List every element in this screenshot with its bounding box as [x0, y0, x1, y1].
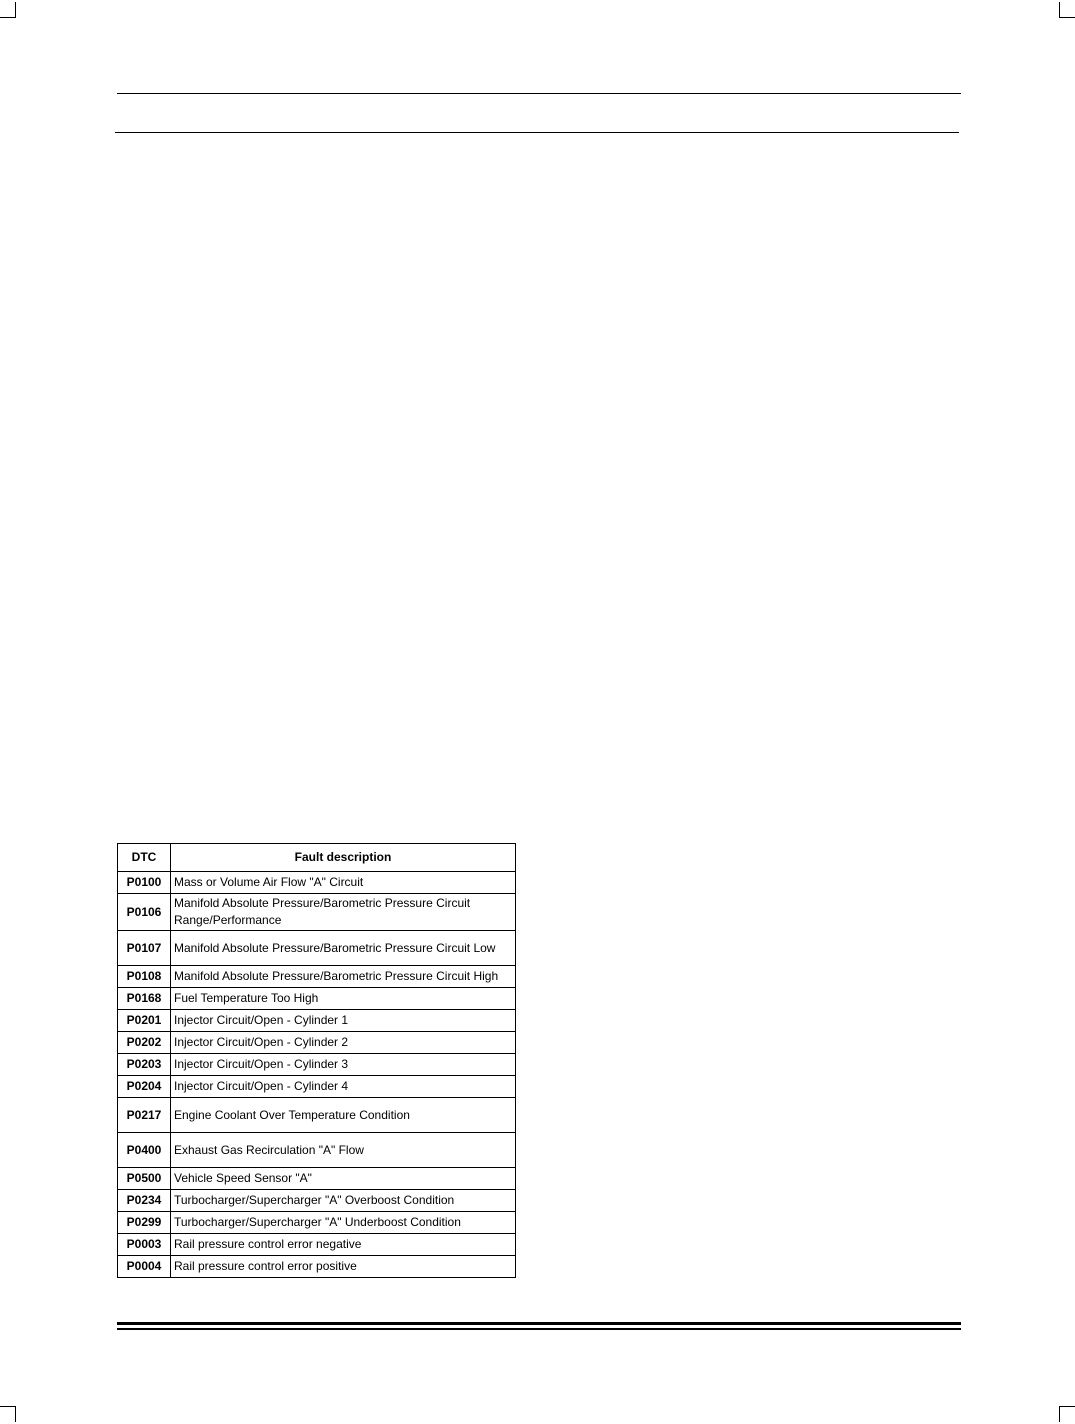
- table-row: [118, 1256, 516, 1278]
- table-row: [118, 894, 516, 931]
- header-rule-bottom: [115, 132, 959, 133]
- table-row: [118, 872, 516, 894]
- table-row: [118, 1133, 516, 1168]
- column-header-dtc: DTC: [118, 844, 171, 872]
- table-row: [118, 1010, 516, 1032]
- footer-rule-thin: [117, 1328, 961, 1330]
- crop-mark-top-left: [0, 2, 16, 18]
- crop-mark-bottom-right: [1059, 1406, 1075, 1422]
- dtc-code: P0202: [118, 1032, 171, 1054]
- fault-description: Engine Coolant Over Temperature Condition: [171, 1098, 516, 1133]
- dtc-code: P0204: [118, 1076, 171, 1098]
- dtc-code: P0100: [118, 872, 171, 894]
- table-row: [118, 1098, 516, 1133]
- dtc-code: P0217: [118, 1098, 171, 1133]
- dtc-table: [117, 843, 516, 1278]
- dtc-code: P0003: [118, 1234, 171, 1256]
- dtc-code: P0004: [118, 1256, 171, 1278]
- fault-description: Exhaust Gas Recirculation "A" Flow: [171, 1133, 516, 1168]
- fault-description: Manifold Absolute Pressure/Barometric Pressure Circuit Range/Performance: [171, 894, 516, 931]
- fault-description: Injector Circuit/Open - Cylinder 4: [171, 1076, 516, 1098]
- dtc-code: P0500: [118, 1168, 171, 1190]
- table-row: [118, 1190, 516, 1212]
- fault-description: Rail pressure control error negative: [171, 1234, 516, 1256]
- dtc-code: P0299: [118, 1212, 171, 1234]
- dtc-code: P0234: [118, 1190, 171, 1212]
- table-row: [118, 1032, 516, 1054]
- fault-description: Vehicle Speed Sensor "A": [171, 1168, 516, 1190]
- fault-description: Fuel Temperature Too High: [171, 988, 516, 1010]
- dtc-code: P0107: [118, 931, 171, 966]
- table-row: [118, 1076, 516, 1098]
- table-row: [118, 1212, 516, 1234]
- table-row: [118, 1168, 516, 1190]
- dtc-code: P0203: [118, 1054, 171, 1076]
- footer-rule-thick: [117, 1322, 961, 1325]
- dtc-code: P0201: [118, 1010, 171, 1032]
- table-row: [118, 988, 516, 1010]
- dtc-code: P0106: [118, 894, 171, 931]
- fault-description: Turbocharger/Supercharger "A" Underboost Condition: [171, 1212, 516, 1234]
- fault-description: Mass or Volume Air Flow "A" Circuit: [171, 872, 516, 894]
- table-row: [118, 931, 516, 966]
- fault-description: Injector Circuit/Open - Cylinder 2: [171, 1032, 516, 1054]
- fault-description: Injector Circuit/Open - Cylinder 1: [171, 1010, 516, 1032]
- dtc-code: P0400: [118, 1133, 171, 1168]
- table-header-row: [118, 844, 516, 872]
- fault-description: Manifold Absolute Pressure/Barometric Pressure Circuit Low: [171, 931, 516, 966]
- table-row: [118, 1054, 516, 1076]
- crop-mark-top-right: [1059, 2, 1075, 18]
- dtc-code: P0168: [118, 988, 171, 1010]
- table-row: [118, 966, 516, 988]
- crop-mark-bottom-left: [0, 1406, 16, 1422]
- fault-description: Rail pressure control error positive: [171, 1256, 516, 1278]
- fault-description: Injector Circuit/Open - Cylinder 3: [171, 1054, 516, 1076]
- dtc-code: P0108: [118, 966, 171, 988]
- table-row: [118, 1234, 516, 1256]
- column-header-fault-description: Fault description: [171, 844, 516, 872]
- header-rule-top: [117, 93, 961, 94]
- fault-description: Turbocharger/Supercharger "A" Overboost Condition: [171, 1190, 516, 1212]
- fault-description: Manifold Absolute Pressure/Barometric Pressure Circuit High: [171, 966, 516, 988]
